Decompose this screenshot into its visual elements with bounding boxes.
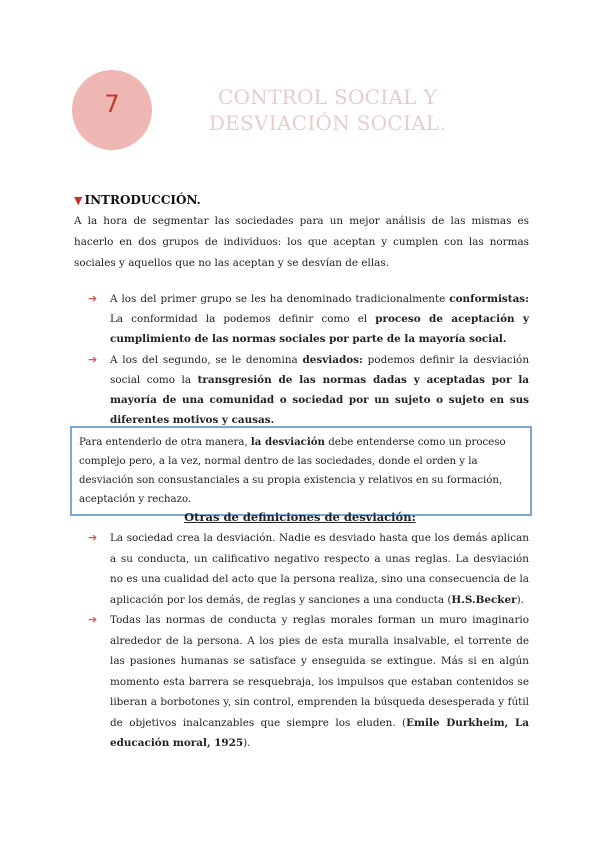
arrow-right-icon: ➔ [88,353,98,366]
intro-heading-text: INTRODUCCIÓN. [84,193,201,207]
page-title: CONTROL SOCIAL Y DESVIACIÓN SOCIAL. [208,85,447,135]
text-run: Todas las normas de conducta y reglas morales forman un muro imaginario alrededor de la persona. A los pies de esta muralla insalvable, el torrente de las pasiones humanas se satisface y enseguida se extingue. Más si en algún momento esta barrera se resquebraja, los impulsos que estaban contenidos se liberan a borbotones y, sin control, emprenden la búsqueda desesperada y fútil de objetivos inalcanzables que siempre los eluden. ( [110,614,529,729]
arrow-right-icon: ➔ [88,613,98,626]
list-item [88,289,529,349]
chapter-number: 7 [104,90,120,118]
text-run: A los del primer grupo se les ha denominado tradicionalmente [110,293,450,305]
text-run: Para entenderlo de otra manera, [79,437,251,448]
citation: Emile Durkheim, La educación moral, 1925 [110,716,529,749]
text-run: La conformidad la podemos definir como el [110,313,376,325]
list-item [88,610,529,754]
definition-bold: proceso de aceptación y cumplimiento de las normas sociales por parte de la mayoría social. [110,313,529,345]
text-run: debe entenderse como un proceso complejo pero, a la vez, normal dentro de las sociedades, donde el orden y la desviación son consustanciales a su propia existencia y relativos en su formación, aceptación y rechazo. [79,437,506,505]
triangle-down-icon: ▼ [74,194,83,207]
text-run: ). [516,593,524,606]
arrow-right-icon: ➔ [88,531,98,544]
highlight-box [70,426,532,516]
list-item [88,528,529,610]
definitions-heading: Otras de definiciones de desviación: [184,510,416,524]
definitions-list [88,528,529,754]
arrow-right-icon: ➔ [88,292,98,305]
term-desviacion: la desviación [250,436,325,448]
term-conformistas: conformistas: [449,293,529,305]
text-run: ). [243,737,251,749]
text-run: podemos definir la desviación social como la [110,354,530,386]
definition-bold: transgresión de las normas dadas y aceptadas por la mayoría de una comunidad o sociedad por un sujeto o sujeto en sus diferentes motivos y causas. [110,374,529,426]
intro-heading [74,193,201,207]
intro-paragraph: A la hora de segmentar las sociedades para un mejor análisis de las mismas es hacerlo en dos grupos de individuos: los que aceptan y cumplen con las normas sociales y aquellos que no las aceptan y se desvían de ellas. [74,215,529,269]
text-run: La sociedad crea la desviación. Nadie es desviado hasta que los demás aplican a su conducta, un calificativo negativo respecto a unas reglas. La desviación no es una cualidad del acto que la persona realiza, sino una consecuencia de la aplicación por los demás, de reglas y sanciones a una conducta ( [110,532,529,606]
groups-list [88,289,529,430]
citation: H.S.Becker [451,593,517,606]
list-item [88,350,529,430]
text-run: A los del segundo, se le denomina [110,354,303,366]
term-desviados: desviados: [302,354,363,366]
